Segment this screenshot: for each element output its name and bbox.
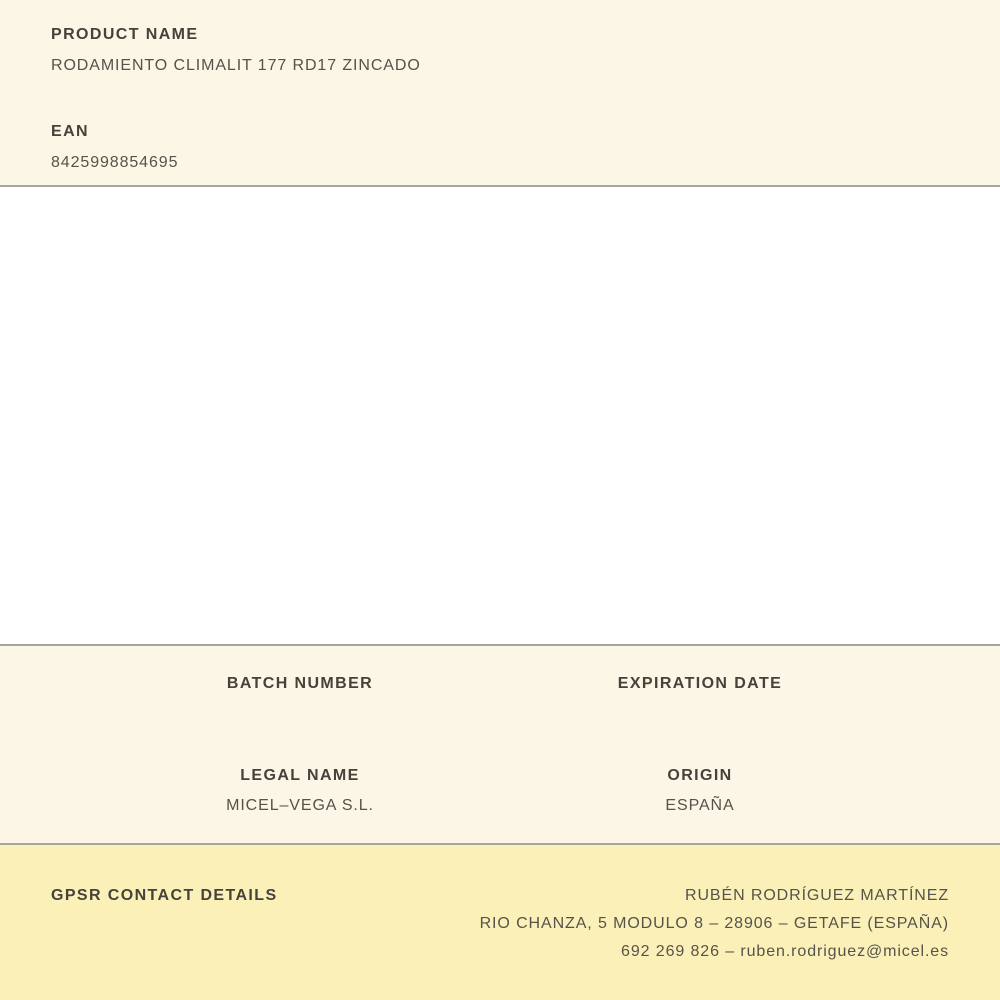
ean-group (51, 123, 950, 172)
batch-number-value (100, 704, 500, 723)
ean-label: EAN (51, 123, 89, 140)
details-row-batch (100, 646, 900, 723)
expiration-date-label: EXPIRATION DATE (617, 675, 783, 692)
legal-name-label: LEGAL NAME (240, 767, 360, 784)
gpsr-contact-address: RIO CHANZA, 5 MODULO 8 – 28906 – GETAFE (ESPAÑA) (479, 915, 949, 932)
batch-number-label: BATCH NUMBER (226, 675, 374, 692)
blank-content-area (0, 187, 1000, 646)
product-name-group (51, 26, 950, 75)
origin-label: ORIGIN (667, 767, 733, 784)
origin-cell (500, 767, 900, 815)
legal-name-cell (100, 767, 500, 815)
gpsr-contact-details-label: GPSR CONTACT DETAILS (51, 887, 278, 904)
details-section (0, 646, 1000, 845)
gpsr-section (0, 845, 1000, 1000)
origin-value: ESPAÑA (665, 797, 735, 814)
expiration-date-value (500, 704, 900, 723)
batch-number-cell (100, 675, 500, 723)
legal-name-value: MICEL–VEGA S.L. (226, 797, 374, 814)
expiration-date-cell (500, 675, 900, 723)
gpsr-contact-phone-email: 692 269 826 – ruben.rodriguez@micel.es (621, 943, 949, 960)
details-row-legal (100, 723, 900, 815)
product-name-label: PRODUCT NAME (51, 26, 199, 43)
ean-value: 8425998854695 (51, 154, 179, 171)
product-section (0, 0, 1000, 187)
gpsr-contact-name: RUBÉN RODRÍGUEZ MARTÍNEZ (685, 887, 949, 904)
product-name-value: RODAMIENTO CLIMALIT 177 RD17 ZINCADO (51, 57, 421, 74)
gpsr-contact-block (480, 882, 949, 966)
